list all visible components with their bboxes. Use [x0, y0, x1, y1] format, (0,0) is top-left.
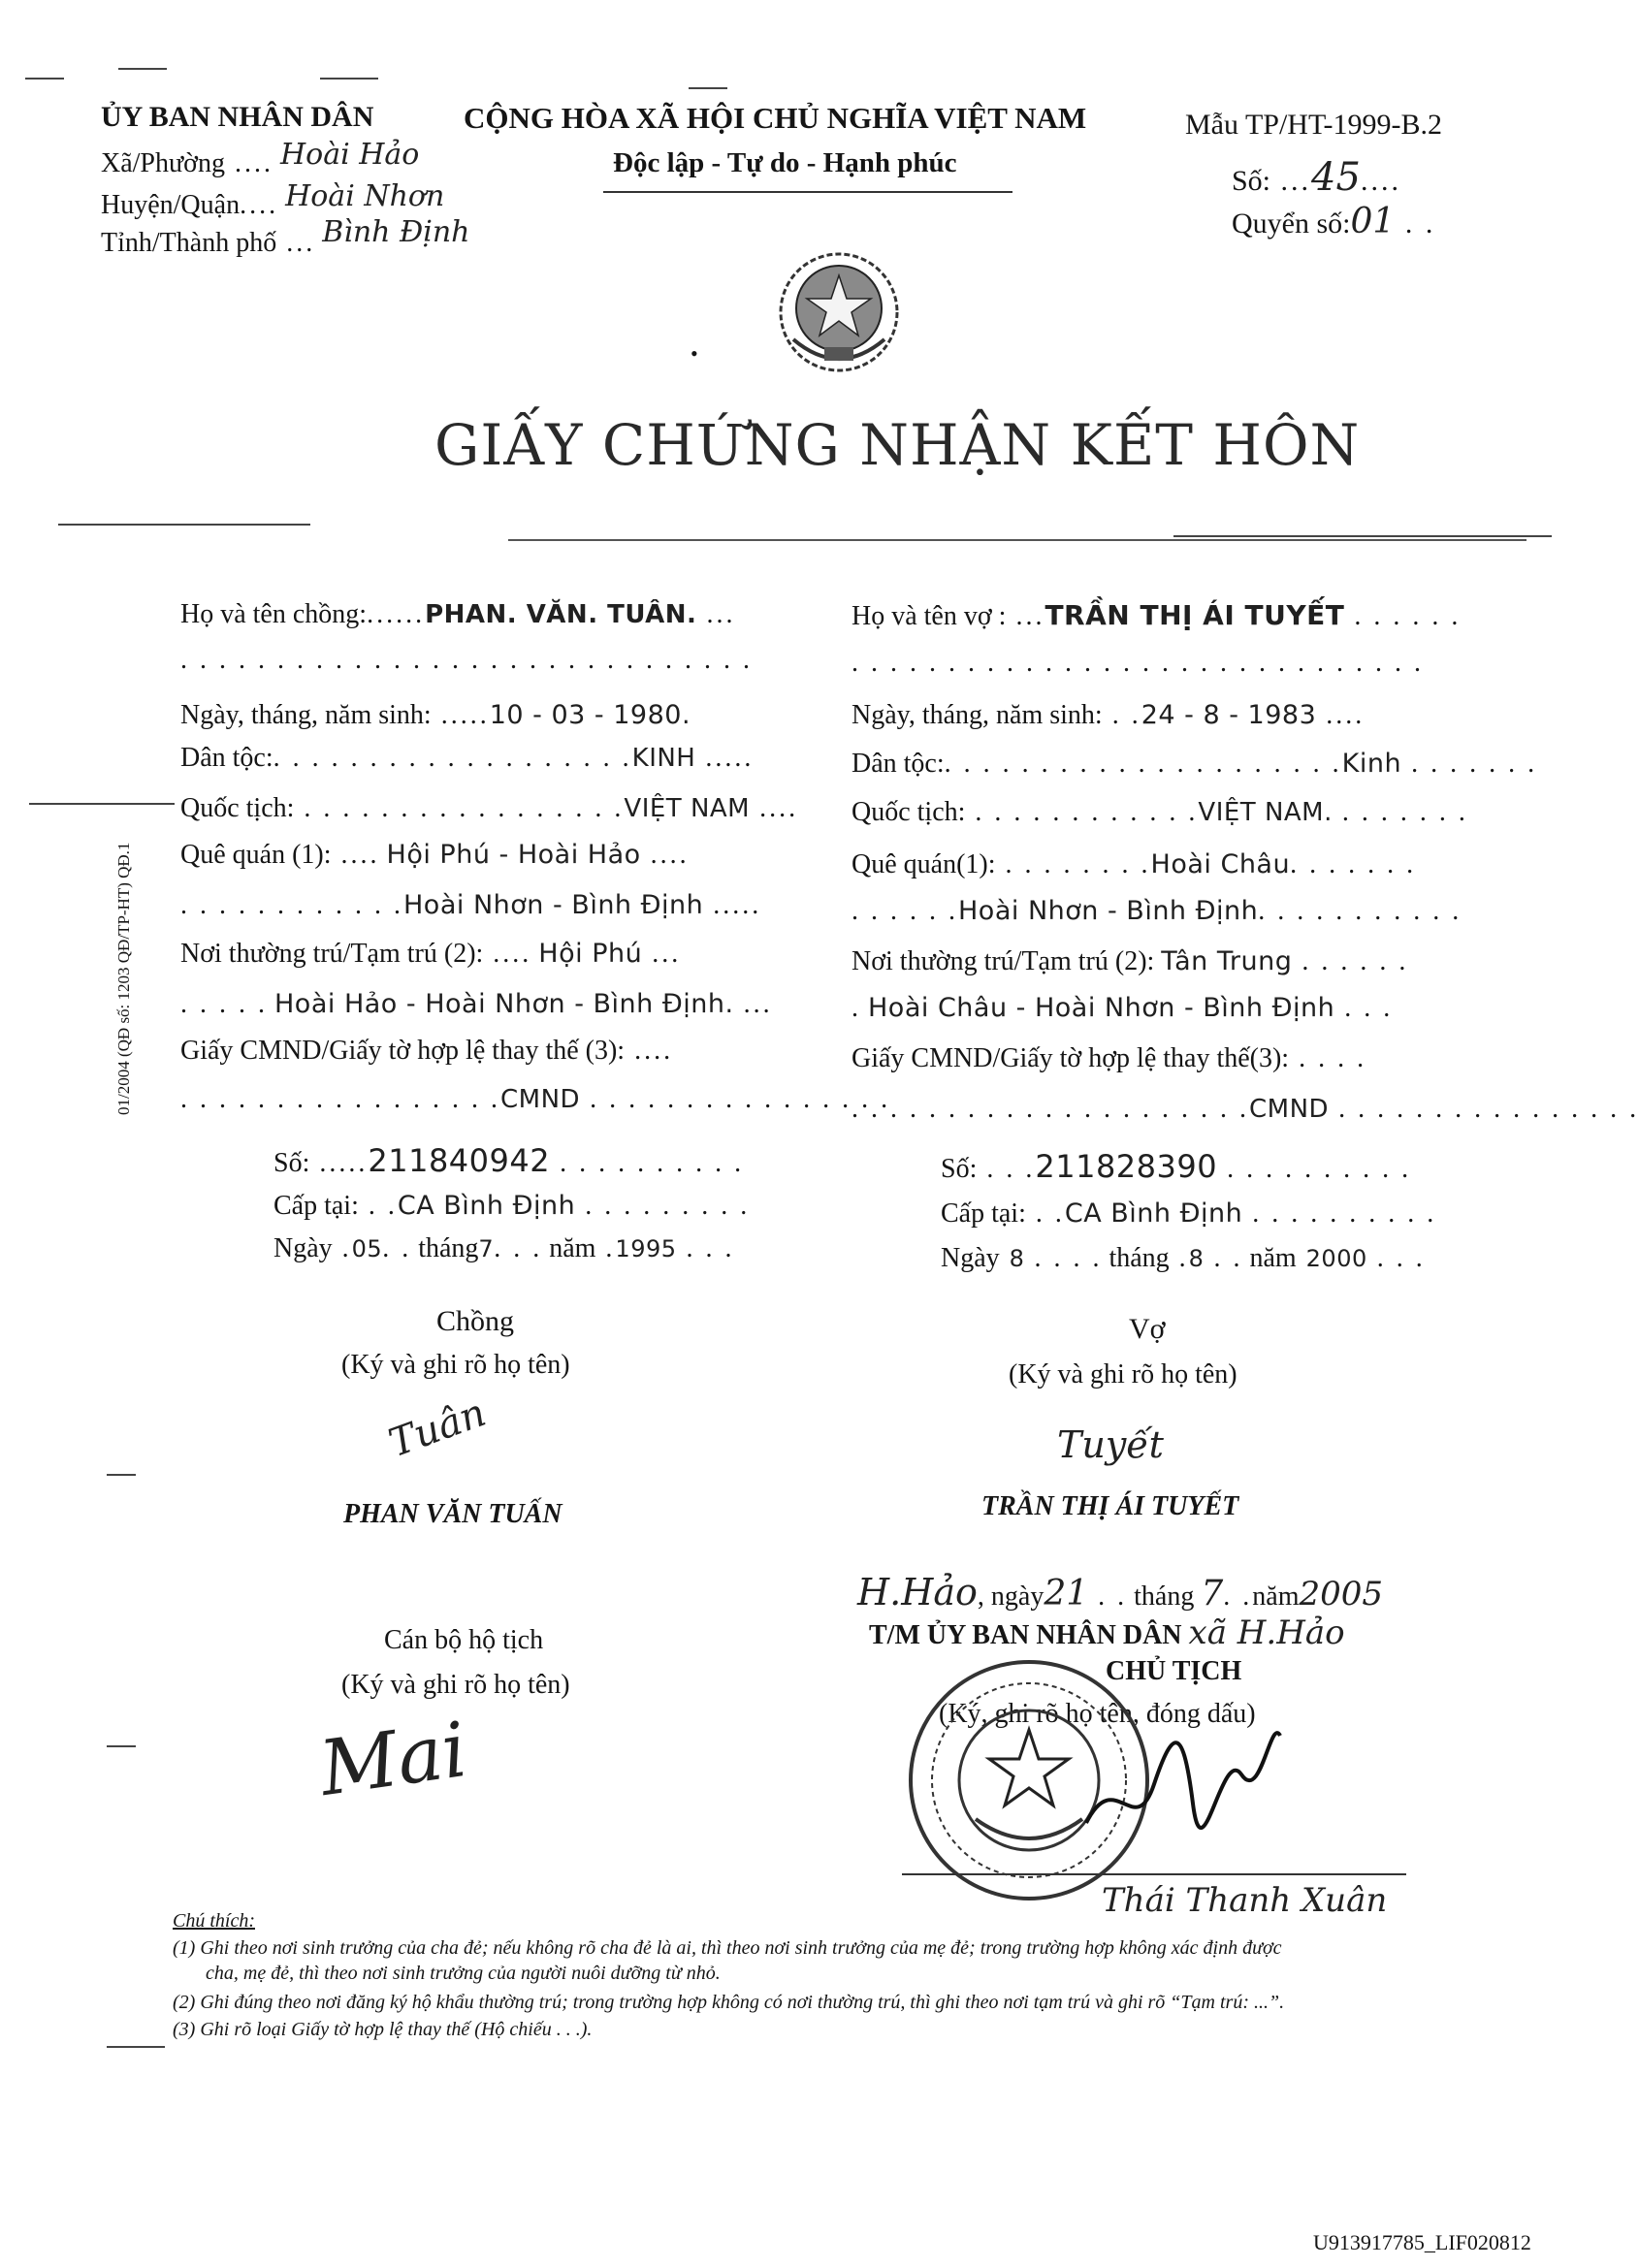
- husband-nationality-value: VIỆT NAM: [624, 794, 751, 823]
- husband-issued-value: CA Bình Định: [397, 1191, 576, 1221]
- certificate-number-row: Số: ...45....: [1232, 155, 1401, 200]
- note-2: (2) Ghi đúng theo nơi đăng ký hộ khẩu thường trú; trong trường hợp không có nơi thường trú, thì ghi theo nơi tạm trú và ghi rõ “Tạm trú: ...”.: [173, 1992, 1285, 2013]
- book-number-row: Quyển số:01 . .: [1232, 202, 1436, 241]
- wife-signature: Tuyết: [1057, 1423, 1164, 1466]
- wife-month-value: 8: [1188, 1245, 1205, 1272]
- issuance-year-label: năm: [1252, 1581, 1300, 1612]
- commune-value: Hoài Hảo: [279, 138, 420, 172]
- husband-day-value: 05: [351, 1235, 383, 1262]
- registrar-sign-note: (Ký và ghi rõ họ tên): [341, 1670, 570, 1700]
- issuance-committee-value: xã H.Hảo: [1188, 1613, 1345, 1652]
- wife-issue-date-row: Ngày 8 . . . . tháng .8 . . năm 2000 . . .: [941, 1243, 1426, 1273]
- motto: Độc lập - Tự do - Hạnh phúc: [613, 147, 957, 178]
- issuance-year: 2005: [1299, 1575, 1384, 1613]
- husband-issue-date-row: Ngày .05. . tháng7. . . năm .1995 . . .: [273, 1233, 735, 1263]
- side-reference-note: 01/2004 (QĐ số: 1203 QĐ/TP-HT) QĐ.1: [114, 842, 133, 1115]
- husband-name-label: Họ và tên chồng:: [180, 599, 368, 629]
- district-row: Huyện/Quận.... Hoài Nhơn: [101, 179, 445, 220]
- committee-heading: ỦY BAN NHÂN DÂN: [101, 101, 374, 133]
- title-separator: [508, 539, 1527, 541]
- husband-id-number-row: Số: .....211840942 . . . . . . . . . .: [273, 1142, 745, 1179]
- wife-id-row2: . . . . . . . . . . . . . . . . . . . . .CMND . . . . . . . . . . . . . . . .: [852, 1094, 1639, 1124]
- husband-residence-row2: . . . . . Hoài Hảo - Hoài Nhơn - Bình Định. ...: [180, 989, 773, 1019]
- book-number-label: Quyển số:: [1232, 208, 1351, 240]
- commune-row: Xã/Phường .... Hoài Hảo: [101, 138, 420, 178]
- issuance-month-label: tháng: [1134, 1581, 1195, 1612]
- husband-name-value: PHAN. VĂN. TUÂN.: [425, 600, 697, 629]
- wife-residence-value1: Tân Trung: [1161, 946, 1293, 976]
- province-value: Bình Định: [322, 215, 470, 249]
- husband-ethnicity-row: Dân tộc:. . . . . . . . . . . . . . . . . . .KINH .....: [180, 743, 755, 773]
- nation-heading: CỘNG HÒA XÃ HỘI CHỦ NGHĨA VIỆT NAM: [464, 101, 1087, 135]
- wife-hometown-value2: Hoài Nhơn - Bình Định: [958, 896, 1259, 926]
- husband-hometown-label: Quê quán (1):: [180, 840, 332, 870]
- husband-sign-note: (Ký và ghi rõ họ tên): [341, 1350, 570, 1380]
- husband-dob-row: Ngày, tháng, năm sinh: .....10 - 03 - 1980.: [180, 700, 691, 730]
- husband-hometown-value1: Hội Phú - Hoài Hảo: [386, 840, 641, 870]
- wife-ethnicity-value: Kinh: [1341, 749, 1402, 779]
- wife-id-number-value: 211828390: [1035, 1148, 1218, 1185]
- husband-hometown-value2: Hoài Nhơn - Bình Định: [403, 890, 704, 920]
- wife-id-number-row: Số: . . .211828390 . . . . . . . . . .: [941, 1148, 1412, 1185]
- husband-year-label: năm: [549, 1233, 596, 1263]
- wife-day-label: Ngày: [941, 1243, 1000, 1273]
- husband-role: Chồng: [436, 1305, 515, 1337]
- issuance-committee-label: T/M ỦY BAN NHÂN DÂN: [869, 1620, 1182, 1650]
- document-code: U913917785_LIF020812: [1313, 2230, 1531, 2254]
- wife-nationality-value: VIỆT NAM.: [1198, 798, 1333, 827]
- registrar-signature: Mai: [314, 1706, 472, 1814]
- wife-ethnicity-label: Dân tộc:: [852, 749, 945, 779]
- husband-id-row: Giấy CMND/Giấy tờ hợp lệ thay thế (3): ....: [180, 1036, 674, 1066]
- wife-hometown-value1: Hoài Châu: [1150, 849, 1291, 879]
- wife-dob-value: 24 - 8 - 1983: [1141, 700, 1317, 730]
- registrar-title: Cán bộ hộ tịch: [384, 1625, 544, 1655]
- husband-name-row: Họ và tên chồng:......PHAN. VĂN. TUÂN. ...: [180, 599, 736, 629]
- husband-month-value: 7: [478, 1235, 495, 1262]
- issuance-month: 7: [1201, 1574, 1224, 1613]
- chairman-signature-stroke-icon: [1077, 1707, 1290, 1852]
- husband-dob-value: 10 - 03 - 1980.: [489, 700, 691, 730]
- husband-residence-label: Nơi thường trú/Tạm trú (2):: [180, 939, 484, 969]
- issuance-date-row: H.Hảo, ngày21 . . tháng 7. .năm2005: [857, 1571, 1384, 1613]
- husband-hometown-row2: . . . . . . . . . . . .Hoài Nhơn - Bình Định .....: [180, 890, 762, 920]
- wife-hometown-row2: . . . . . .Hoài Nhơn - Bình Định. . . . . . . . . . .: [852, 896, 1462, 926]
- wife-year-value: 2000: [1305, 1245, 1367, 1272]
- wife-dob-label: Ngày, tháng, năm sinh:: [852, 700, 1103, 730]
- district-label: Huyện/Quận: [101, 190, 241, 220]
- wife-dob-row: Ngày, tháng, năm sinh: . .24 - 8 - 1983 ....: [852, 700, 1366, 730]
- wife-ethnicity-row: Dân tộc:. . . . . . . . . . . . . . . . . . . . .Kinh . . . . . . .: [852, 749, 1538, 779]
- district-value: Hoài Nhơn: [285, 179, 445, 213]
- chairman-sign-note: (Ký, ghi rõ họ tên, đóng dấu): [939, 1699, 1256, 1729]
- husband-residence-row: Nơi thường trú/Tạm trú (2): .... Hội Phú ...: [180, 939, 682, 969]
- commune-label: Xã/Phường: [101, 148, 225, 178]
- wife-name-row: Họ và tên vợ : ...TRẦN THỊ ÁI TUYẾT . . . . . .: [852, 599, 1462, 631]
- wife-issued-row: Cấp tại: . .CA Bình Định . . . . . . . . . .: [941, 1198, 1437, 1229]
- signature-line: [902, 1873, 1406, 1875]
- note-1: (1) Ghi theo nơi sinh trưởng của cha đẻ; nếu không rõ cha đẻ là ai, thì theo nơi sinh trưởng của mẹ đẻ; trong trường hợp không xác định được: [173, 1937, 1282, 1959]
- wife-sign-note: (Ký và ghi rõ họ tên): [1009, 1359, 1237, 1390]
- issuance-day: 21: [1044, 1574, 1089, 1613]
- wife-id-value: CMND: [1249, 1095, 1330, 1124]
- husband-issued-row: Cấp tại: . .CA Bình Định . . . . . . . . .: [273, 1191, 751, 1221]
- husband-id-number-label: Số:: [273, 1148, 310, 1178]
- province-row: Tỉnh/Thành phố ... Bình Định: [101, 215, 470, 258]
- wife-residence-value2: Hoài Châu - Hoài Nhơn - Bình Định: [868, 993, 1335, 1023]
- issuance-committee-row: [869, 1613, 1345, 1652]
- husband-signed-name: PHAN VĂN TUẤN: [343, 1499, 562, 1529]
- husband-ethnicity-value: KINH: [631, 744, 696, 773]
- wife-name-label: Họ và tên vợ :: [852, 601, 1007, 631]
- husband-hometown-row: Quê quán (1): .... Hội Phú - Hoài Hảo ....: [180, 840, 690, 870]
- wife-nationality-row: Quốc tịch: . . . . . . . . . . . .VIỆT NAM. . . . . . . .: [852, 797, 1468, 827]
- note-1-continued: cha, mẹ đẻ, thì theo nơi sinh trưởng của người nuôi dưỡng từ nhỏ.: [206, 1963, 721, 1984]
- husband-year-value: 1995: [615, 1235, 677, 1262]
- wife-residence-label: Nơi thường trú/Tạm trú (2):: [852, 946, 1155, 976]
- wife-id-label: Giấy CMND/Giấy tờ hợp lệ thay thế(3):: [852, 1043, 1290, 1073]
- notes-heading: Chú thích:: [173, 1910, 255, 1932]
- issuance-place: H.Hảo: [857, 1571, 978, 1613]
- husband-id-value: CMND: [500, 1085, 581, 1114]
- wife-id-number-label: Số:: [941, 1154, 978, 1184]
- wife-issued-value: CA Bình Định: [1064, 1198, 1243, 1229]
- wife-id-row: Giấy CMND/Giấy tờ hợp lệ thay thế(3): . . . .: [852, 1043, 1367, 1073]
- wife-signed-name: TRẦN THỊ ÁI TUYẾT: [981, 1491, 1239, 1521]
- wife-nationality-label: Quốc tịch:: [852, 797, 966, 827]
- husband-issued-label: Cấp tại:: [273, 1191, 359, 1221]
- wife-name-value: TRẦN THỊ ÁI TUYẾT: [1044, 599, 1345, 631]
- issuance-day-label: , ngày: [977, 1581, 1044, 1612]
- wife-month-label: tháng: [1109, 1243, 1170, 1273]
- note-3: (3) Ghi rõ loại Giấy tờ hợp lệ thay thế (Hộ chiếu . . .).: [173, 2019, 593, 2040]
- document-title: GIẤY CHỨNG NHẬN KẾT HÔN: [434, 412, 1361, 478]
- husband-id-row2: . . . . . . . . . . . . . . . . .CMND . . . . . . . . . . . . . . . .: [180, 1084, 891, 1114]
- wife-issued-label: Cấp tại:: [941, 1198, 1026, 1229]
- husband-residence-value2: Hoài Hảo - Hoài Nhơn - Bình Định.: [274, 989, 734, 1019]
- husband-ethnicity-label: Dân tộc:: [180, 743, 273, 773]
- husband-nationality-row: Quốc tịch: . . . . . . . . . . . . . . . . .VIỆT NAM ....: [180, 793, 799, 823]
- chairman-title: CHỦ TỊCH: [1106, 1656, 1242, 1686]
- husband-signature: Tuân: [383, 1390, 492, 1467]
- wife-hometown-label: Quê quán(1):: [852, 849, 996, 879]
- husband-nationality-label: Quốc tịch:: [180, 793, 295, 823]
- form-code: Mẫu TP/HT-1999-B.2: [1185, 109, 1443, 141]
- chairman-signature-name: Thái Thanh Xuân: [1102, 1881, 1388, 1920]
- national-emblem-icon: [766, 242, 912, 383]
- husband-day-label: Ngày: [273, 1233, 333, 1263]
- certificate-number-label: Số:: [1232, 165, 1271, 197]
- wife-residence-row2: . Hoài Châu - Hoài Nhơn - Bình Định . . .: [852, 993, 1394, 1023]
- book-number-value: 01: [1350, 202, 1396, 241]
- husband-id-number-value: 211840942: [368, 1142, 551, 1179]
- wife-residence-row: Nơi thường trú/Tạm trú (2): Tân Trung . . . . . .: [852, 946, 1409, 976]
- wife-day-value: 8: [1009, 1245, 1025, 1272]
- husband-residence-value1: Hội Phú: [538, 939, 643, 969]
- husband-dob-label: Ngày, tháng, năm sinh:: [180, 700, 432, 730]
- wife-year-label: năm: [1249, 1243, 1297, 1273]
- husband-id-label: Giấy CMND/Giấy tờ hợp lệ thay thế (3):: [180, 1036, 626, 1066]
- wife-role: Vợ: [1129, 1313, 1166, 1345]
- wife-hometown-row: Quê quán(1): . . . . . . . .Hoài Châu. . . . . . .: [852, 849, 1417, 879]
- certificate-number-value: 45: [1311, 155, 1361, 200]
- husband-month-label: tháng: [418, 1233, 479, 1263]
- motto-underline: [603, 191, 1012, 193]
- province-label: Tỉnh/Thành phố: [101, 228, 277, 258]
